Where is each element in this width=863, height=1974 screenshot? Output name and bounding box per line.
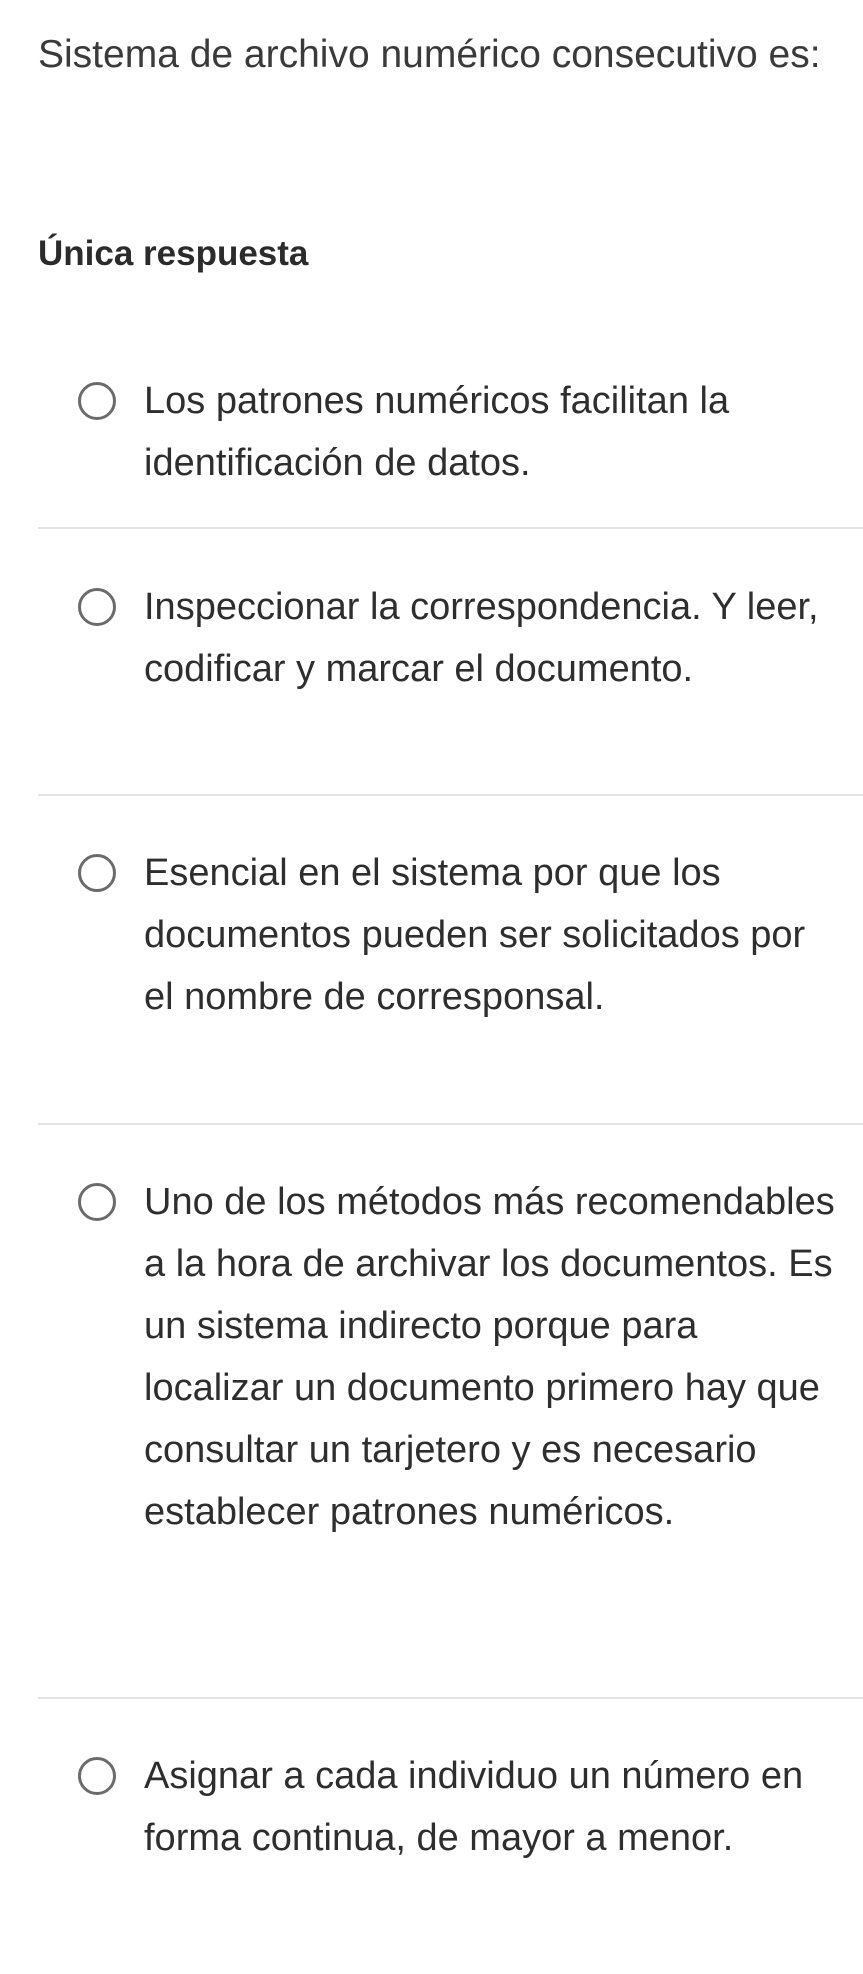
option-label: Los patrones numéricos facilitan la identificación de datos. <box>144 380 730 484</box>
radio-button-icon[interactable] <box>78 382 116 420</box>
radio-button-icon[interactable] <box>78 854 116 892</box>
question-text: Sistema de archivo numérico consecutivo es: <box>38 33 821 76</box>
divider <box>38 794 863 796</box>
option-label: Esencial en el sistema por que los documentos pueden ser solicitados por el nombre de corresponsal. <box>144 852 806 1018</box>
radio-button-icon[interactable] <box>78 1183 116 1221</box>
radio-button-icon[interactable] <box>78 588 116 626</box>
option-label: Uno de los métodos más recomendables a la hora de archivar los documentos. Es un sistema indirecto porque para localizar un documento primero hay que consultar un tarjetero y es necesario establecer patrones numéricos. <box>144 1181 835 1533</box>
option-label: Asignar a cada individuo un número en forma continua, de mayor a menor. <box>144 1755 804 1859</box>
radio-button-icon[interactable] <box>78 1757 116 1795</box>
divider <box>38 1123 863 1125</box>
option-label: Inspeccionar la correspondencia. Y leer, codificar y marcar el documento. <box>144 586 819 690</box>
answer-type-label: Única respuesta <box>38 234 309 273</box>
divider <box>38 1697 863 1699</box>
divider <box>38 527 863 529</box>
